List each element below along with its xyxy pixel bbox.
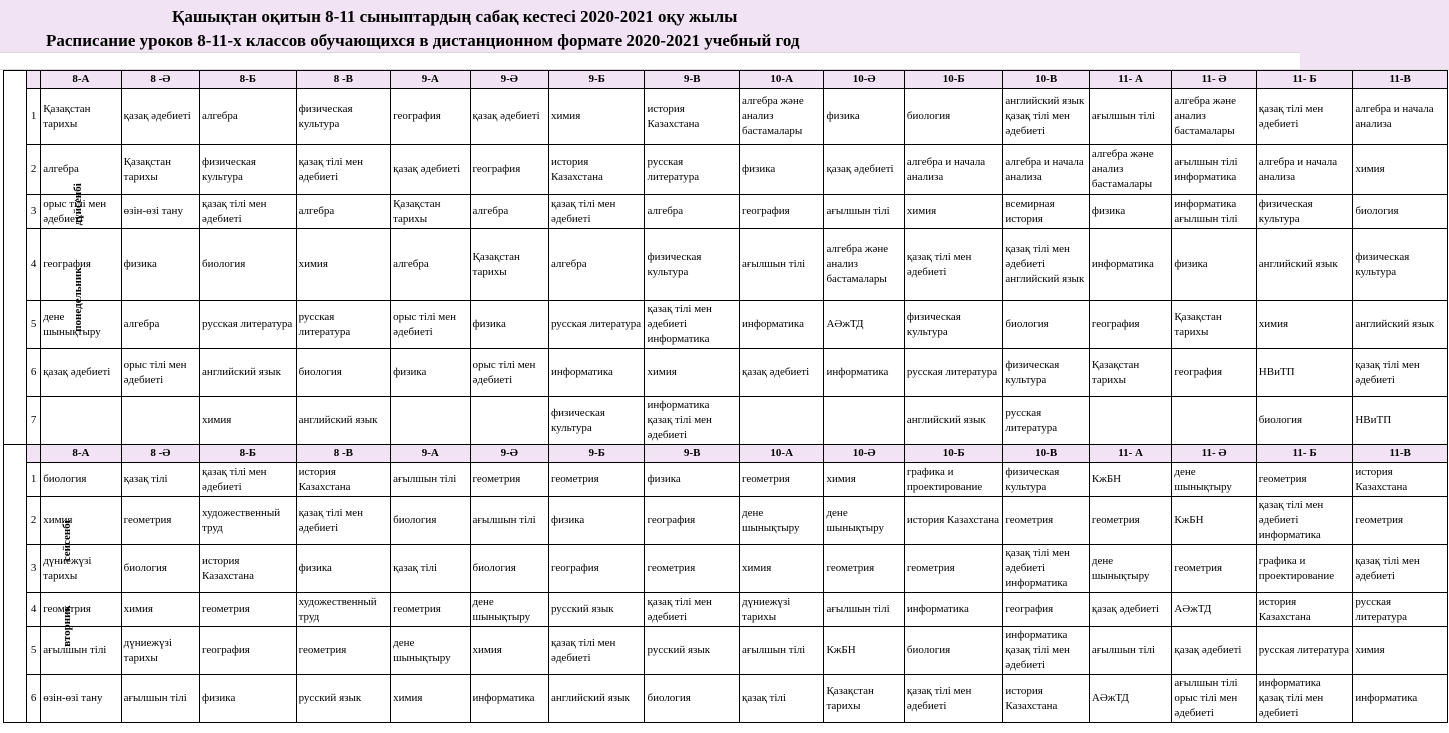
class-header: 8-А bbox=[41, 445, 121, 463]
subject-cell[interactable]: история Казахстана bbox=[548, 145, 645, 195]
lesson-number: 6 bbox=[27, 349, 41, 397]
subject-cell[interactable]: биология bbox=[1256, 397, 1353, 445]
class-header: 8-Б bbox=[200, 71, 297, 89]
subject-cell[interactable]: химия bbox=[1353, 145, 1448, 195]
subject-cell[interactable]: химия bbox=[121, 593, 199, 627]
subject-cell[interactable]: геометрия bbox=[41, 593, 121, 627]
class-header: 11- Ә bbox=[1172, 445, 1256, 463]
subject-cell[interactable]: химия bbox=[296, 229, 391, 301]
day-name-ru: вторник bbox=[60, 605, 73, 647]
subject-cell[interactable]: русская литература bbox=[296, 301, 391, 349]
subject-cell[interactable]: қазақ әдебиеті bbox=[824, 145, 904, 195]
subject-cell[interactable]: қазақ тілі мен әдебиеті bbox=[548, 195, 645, 229]
subject-cell[interactable]: информатика bbox=[740, 301, 824, 349]
class-header: 8 -В bbox=[296, 445, 391, 463]
subject-cell[interactable]: қазақ тілі bbox=[391, 545, 470, 593]
subject-cell[interactable]: ағылшын тілі орыс тілі мен әдебиеті bbox=[1172, 675, 1256, 723]
class-header: 8 -Ә bbox=[121, 445, 199, 463]
subject-cell[interactable]: қазақ әдебиеті bbox=[41, 349, 121, 397]
header-corner bbox=[27, 445, 41, 463]
subject-cell[interactable]: физика bbox=[645, 463, 740, 497]
subject-cell[interactable]: геометрия bbox=[1256, 463, 1353, 497]
subject-cell[interactable]: АӘжТД bbox=[1089, 675, 1171, 723]
subject-cell[interactable]: русский язык bbox=[296, 675, 391, 723]
subject-cell[interactable]: дүниежүзі тарихы bbox=[41, 545, 121, 593]
lesson-row bbox=[4, 497, 1448, 545]
class-header: 9-Б bbox=[548, 71, 645, 89]
subject-cell[interactable]: физика bbox=[1089, 195, 1171, 229]
subject-cell[interactable]: биология bbox=[645, 675, 740, 723]
subject-cell[interactable]: география bbox=[1003, 593, 1089, 627]
subject-cell[interactable]: дүниежүзі тарихы bbox=[121, 627, 199, 675]
subject-cell[interactable]: информатика қазақ тілі мен әдебиеті bbox=[645, 397, 740, 445]
subject-cell[interactable]: қазақ тілі мен әдебиеті bbox=[645, 593, 740, 627]
subject-cell[interactable]: қазақ тілі bbox=[121, 463, 199, 497]
subject-cell[interactable] bbox=[1172, 397, 1256, 445]
lesson-number: 1 bbox=[27, 89, 41, 145]
lesson-number: 3 bbox=[27, 545, 41, 593]
class-header: 10-Ә bbox=[824, 445, 904, 463]
subject-cell[interactable]: ағылшын тілі bbox=[121, 675, 199, 723]
subject-cell[interactable]: геометрия bbox=[904, 545, 1003, 593]
subject-cell[interactable]: өзін-өзі тану bbox=[41, 675, 121, 723]
subject-cell[interactable]: қазақ әдебиеті bbox=[1089, 593, 1171, 627]
title-kazakh: Қашықтан оқитын 8-11 сыныптардың сабақ кестесі 2020-2021 оқу жылы bbox=[172, 7, 738, 26]
subject-cell[interactable]: қазақ тілі мен әдебиеті информатика bbox=[1003, 545, 1089, 593]
lesson-row bbox=[4, 675, 1448, 723]
subject-cell[interactable]: НВиТП bbox=[1256, 349, 1353, 397]
subject-cell[interactable]: қазақ тілі мен әдебиеті bbox=[548, 627, 645, 675]
subject-cell[interactable]: география bbox=[391, 89, 470, 145]
subject-cell[interactable]: АӘжТД bbox=[1172, 593, 1256, 627]
subject-cell[interactable]: русская литература bbox=[200, 301, 297, 349]
class-header: 9-Ә bbox=[470, 71, 548, 89]
subject-cell[interactable]: алгебра bbox=[391, 229, 470, 301]
class-header: 8-Б bbox=[200, 445, 297, 463]
subject-cell[interactable]: художественный труд bbox=[200, 497, 297, 545]
subject-cell[interactable]: өзін-өзі тану bbox=[121, 195, 199, 229]
lesson-row bbox=[4, 593, 1448, 627]
class-header: 11-В bbox=[1353, 71, 1448, 89]
subject-cell[interactable] bbox=[391, 397, 470, 445]
subject-cell[interactable]: русская литература bbox=[904, 349, 1003, 397]
subject-cell[interactable]: алгебра bbox=[645, 195, 740, 229]
lesson-row bbox=[4, 349, 1448, 397]
subject-cell[interactable]: химия bbox=[548, 89, 645, 145]
subject-cell[interactable]: қазақ тілі мен әдебиеті bbox=[296, 145, 391, 195]
subject-cell[interactable]: физическая культура bbox=[1003, 349, 1089, 397]
lesson-number: 3 bbox=[27, 195, 41, 229]
subject-cell[interactable]: геометрия bbox=[1353, 497, 1448, 545]
subject-cell[interactable]: геометрия bbox=[1089, 497, 1171, 545]
subject-cell[interactable]: геометрия bbox=[1172, 545, 1256, 593]
class-header: 9-А bbox=[391, 71, 470, 89]
subject-cell[interactable]: дене шынықтыру bbox=[41, 301, 121, 349]
lesson-row bbox=[4, 229, 1448, 301]
class-header-row bbox=[4, 445, 1448, 463]
subject-cell[interactable]: английский язык bbox=[1256, 229, 1353, 301]
subject-cell[interactable]: география bbox=[740, 195, 824, 229]
class-header: 11- Ә bbox=[1172, 71, 1256, 89]
subject-cell[interactable]: биология bbox=[391, 497, 470, 545]
subject-cell[interactable]: орыс тілі мен әдебиеті bbox=[391, 301, 470, 349]
subject-cell[interactable]: английский язык қазақ тілі мен әдебиеті bbox=[1003, 89, 1089, 145]
subject-cell[interactable]: химия bbox=[904, 195, 1003, 229]
subject-cell[interactable]: алгебра және анализ бастамалары bbox=[740, 89, 824, 145]
class-header: 10-Ә bbox=[824, 71, 904, 89]
subject-cell[interactable]: биология bbox=[296, 349, 391, 397]
subject-cell[interactable]: қазақ тілі мен әдебиеті информатика bbox=[645, 301, 740, 349]
subject-cell[interactable]: информатика ағылшын тілі bbox=[1172, 195, 1256, 229]
class-header: 11- А bbox=[1089, 445, 1171, 463]
subject-cell[interactable]: английский язык bbox=[1353, 301, 1448, 349]
schedule-body bbox=[4, 71, 1448, 723]
class-header: 9-Б bbox=[548, 445, 645, 463]
subject-cell[interactable]: география bbox=[645, 497, 740, 545]
subject-cell[interactable]: география bbox=[548, 545, 645, 593]
day-label bbox=[61, 520, 74, 647]
subject-cell[interactable]: дене шынықтыру bbox=[824, 497, 904, 545]
subject-cell[interactable]: информатика bbox=[470, 675, 548, 723]
subject-cell[interactable]: география bbox=[200, 627, 297, 675]
lesson-row bbox=[4, 627, 1448, 675]
subject-cell[interactable]: геометрия bbox=[296, 627, 391, 675]
lesson-number: 4 bbox=[27, 229, 41, 301]
subject-cell[interactable]: дене шынықтыру bbox=[470, 593, 548, 627]
subject-cell[interactable]: химия bbox=[824, 463, 904, 497]
subject-cell[interactable]: алгебра и начала анализа bbox=[1003, 145, 1089, 195]
subject-cell[interactable]: Қазақстан тарихы bbox=[1172, 301, 1256, 349]
subject-cell[interactable]: английский язык bbox=[200, 349, 297, 397]
subject-cell[interactable]: ағылшын тілі bbox=[740, 627, 824, 675]
header-corner bbox=[27, 71, 41, 89]
subject-cell[interactable] bbox=[824, 397, 904, 445]
subject-cell[interactable]: биология bbox=[470, 545, 548, 593]
day-name-kz: сейсенбі bbox=[60, 520, 73, 562]
subject-cell[interactable]: қазақ әдебиеті bbox=[1172, 627, 1256, 675]
subject-cell[interactable]: қазақ әдебиеті bbox=[470, 89, 548, 145]
class-header: 9-Ә bbox=[470, 445, 548, 463]
lesson-row bbox=[4, 545, 1448, 593]
subject-cell[interactable]: алгебра bbox=[41, 145, 121, 195]
subject-cell[interactable]: химия bbox=[740, 545, 824, 593]
subject-cell[interactable]: орыс тілі мен әдебиеті bbox=[121, 349, 199, 397]
class-header: 11- А bbox=[1089, 71, 1171, 89]
lesson-row bbox=[4, 145, 1448, 195]
subject-cell[interactable]: физическая культура bbox=[1003, 463, 1089, 497]
class-header: 10-Б bbox=[904, 445, 1003, 463]
class-header-row bbox=[4, 71, 1448, 89]
subject-cell[interactable]: география bbox=[1172, 349, 1256, 397]
subject-cell[interactable]: қазақ әдебиеті bbox=[740, 349, 824, 397]
subject-cell[interactable]: қазақ тілі мен әдебиеті bbox=[200, 195, 297, 229]
subject-cell[interactable] bbox=[41, 397, 121, 445]
subject-cell[interactable]: графика и проектирование bbox=[1256, 545, 1353, 593]
subject-cell[interactable]: алгебра и начала анализа bbox=[1353, 89, 1448, 145]
subject-cell[interactable] bbox=[740, 397, 824, 445]
subject-cell[interactable]: алгебра және анализ бастамалары bbox=[1172, 89, 1256, 145]
class-header: 9-В bbox=[645, 71, 740, 89]
subject-cell[interactable]: қазақ тілі bbox=[740, 675, 824, 723]
subject-cell[interactable]: геометрия bbox=[740, 463, 824, 497]
subject-cell[interactable]: КжБН bbox=[1172, 497, 1256, 545]
subject-cell[interactable]: физика bbox=[824, 89, 904, 145]
lesson-number: 2 bbox=[27, 145, 41, 195]
subject-cell[interactable]: информатика қазақ тілі мен әдебиеті bbox=[1256, 675, 1353, 723]
class-header: 9-А bbox=[391, 445, 470, 463]
subject-cell[interactable]: алгебра и начала анализа bbox=[904, 145, 1003, 195]
class-header: 10-В bbox=[1003, 445, 1089, 463]
subject-cell[interactable]: химия bbox=[41, 497, 121, 545]
subject-cell[interactable]: физика bbox=[121, 229, 199, 301]
subject-cell[interactable]: геометрия bbox=[645, 545, 740, 593]
subject-cell[interactable]: ағылшын тілі bbox=[824, 195, 904, 229]
subject-cell[interactable]: физическая культура bbox=[548, 397, 645, 445]
subject-cell[interactable]: алгебра bbox=[296, 195, 391, 229]
class-header: 10-А bbox=[740, 445, 824, 463]
subject-cell[interactable]: физика bbox=[470, 301, 548, 349]
subject-cell[interactable]: геометрия bbox=[824, 545, 904, 593]
class-header: 8 -Ә bbox=[121, 71, 199, 89]
subject-cell[interactable]: физика bbox=[391, 349, 470, 397]
subject-cell[interactable]: история Казахстана bbox=[1353, 463, 1448, 497]
subject-cell[interactable]: информатика bbox=[824, 349, 904, 397]
lesson-number: 5 bbox=[27, 627, 41, 675]
subject-cell[interactable] bbox=[470, 397, 548, 445]
subject-cell[interactable]: Қазақстан тарихы bbox=[1089, 349, 1171, 397]
subject-cell[interactable]: ағылшын тілі bbox=[391, 463, 470, 497]
subject-cell[interactable]: алгебра bbox=[548, 229, 645, 301]
subject-cell[interactable]: алгебра bbox=[470, 195, 548, 229]
class-header: 11- Б bbox=[1256, 445, 1353, 463]
subject-cell[interactable]: биология bbox=[1353, 195, 1448, 229]
subject-cell[interactable]: қазақ тілі мен әдебиеті bbox=[296, 497, 391, 545]
subject-cell[interactable]: геометрия bbox=[391, 593, 470, 627]
subject-cell[interactable]: ағылшын тілі информатика bbox=[1172, 145, 1256, 195]
subject-cell[interactable]: ағылшын тілі bbox=[824, 593, 904, 627]
subject-cell[interactable]: русская литература bbox=[548, 301, 645, 349]
subject-cell[interactable]: ағылшын тілі bbox=[740, 229, 824, 301]
class-header: 9-В bbox=[645, 445, 740, 463]
lesson-number: 7 bbox=[27, 397, 41, 445]
title-band-tail bbox=[1300, 52, 1449, 70]
subject-cell[interactable]: қазақ тілі мен әдебиеті bbox=[904, 229, 1003, 301]
subject-cell[interactable]: ағылшын тілі bbox=[41, 627, 121, 675]
subject-cell[interactable]: биология bbox=[121, 545, 199, 593]
subject-cell[interactable]: биология bbox=[200, 229, 297, 301]
class-header: 11-В bbox=[1353, 445, 1448, 463]
class-header: 10-Б bbox=[904, 71, 1003, 89]
lesson-number: 1 bbox=[27, 463, 41, 497]
subject-cell[interactable]: история Казахстана bbox=[904, 497, 1003, 545]
lesson-row bbox=[4, 301, 1448, 349]
subject-cell[interactable]: дене шынықтыру bbox=[1089, 545, 1171, 593]
subject-cell[interactable]: алгебра и начала анализа bbox=[1256, 145, 1353, 195]
subject-cell[interactable]: Қазақстан тарихы bbox=[391, 195, 470, 229]
lesson-row bbox=[4, 195, 1448, 229]
lesson-number: 5 bbox=[27, 301, 41, 349]
subject-cell[interactable]: всемирная история bbox=[1003, 195, 1089, 229]
class-header: 8 -В bbox=[296, 71, 391, 89]
subject-cell[interactable]: графика и проектирование bbox=[904, 463, 1003, 497]
subject-cell[interactable]: НВиТП bbox=[1353, 397, 1448, 445]
subject-cell[interactable]: английский язык bbox=[296, 397, 391, 445]
subject-cell[interactable]: физическая культура bbox=[296, 89, 391, 145]
subject-cell[interactable]: дене шынықтыру bbox=[391, 627, 470, 675]
subject-cell[interactable]: физика bbox=[296, 545, 391, 593]
subject-cell[interactable]: КжБН bbox=[1089, 463, 1171, 497]
subject-cell[interactable]: геометрия bbox=[470, 463, 548, 497]
subject-cell[interactable]: қазақ тілі мен әдебиеті английский язык bbox=[1003, 229, 1089, 301]
subject-cell[interactable]: химия bbox=[470, 627, 548, 675]
subject-cell[interactable]: дене шынықтыру bbox=[1172, 463, 1256, 497]
subject-cell[interactable]: ағылшын тілі bbox=[1089, 89, 1171, 145]
subject-cell[interactable]: биология bbox=[1003, 301, 1089, 349]
subject-cell[interactable]: русский язык bbox=[548, 593, 645, 627]
class-header: 11- Б bbox=[1256, 71, 1353, 89]
subject-cell[interactable]: история Казахстана bbox=[1003, 675, 1089, 723]
subject-cell[interactable]: химия bbox=[200, 397, 297, 445]
subject-cell[interactable]: физическая культура bbox=[200, 145, 297, 195]
subject-cell[interactable]: геометрия bbox=[121, 497, 199, 545]
subject-cell[interactable]: информатика bbox=[904, 593, 1003, 627]
subject-cell[interactable]: орыс тілі мен әдебиеті bbox=[41, 195, 121, 229]
subject-cell[interactable]: КжБН bbox=[824, 627, 904, 675]
subject-cell[interactable]: қазақ тілі мен әдебиеті информатика bbox=[1256, 497, 1353, 545]
subject-cell[interactable]: русская литература bbox=[1256, 627, 1353, 675]
subject-cell[interactable]: художественный труд bbox=[296, 593, 391, 627]
subject-cell[interactable]: геометрия bbox=[548, 463, 645, 497]
subject-cell[interactable]: алгебра және анализ бастамалары bbox=[824, 229, 904, 301]
subject-cell[interactable]: Қазақстан тарихы bbox=[41, 89, 121, 145]
subject-cell[interactable]: ағылшын тілі bbox=[470, 497, 548, 545]
subject-cell[interactable]: қазақ әдебиеті bbox=[121, 89, 199, 145]
subject-cell[interactable]: физика bbox=[200, 675, 297, 723]
subject-cell[interactable]: английский язык bbox=[548, 675, 645, 723]
subject-cell[interactable]: қазақ тілі мен әдебиеті bbox=[200, 463, 297, 497]
subject-cell[interactable]: география bbox=[41, 229, 121, 301]
title-russian: Расписание уроков 8-11-х классов обучающихся в дистанционном формате 2020-2021 учебный год bbox=[46, 31, 800, 50]
subject-cell[interactable]: геометрия bbox=[200, 593, 297, 627]
lesson-row bbox=[4, 397, 1448, 445]
subject-cell[interactable]: физика bbox=[740, 145, 824, 195]
lesson-number: 4 bbox=[27, 593, 41, 627]
subject-cell[interactable]: химия bbox=[1353, 627, 1448, 675]
subject-cell[interactable]: информатика bbox=[1353, 675, 1448, 723]
class-header: 8-А bbox=[41, 71, 121, 89]
lesson-row bbox=[4, 89, 1448, 145]
lesson-row bbox=[4, 463, 1448, 497]
subject-cell[interactable]: физическая культура bbox=[645, 229, 740, 301]
subject-cell[interactable] bbox=[121, 397, 199, 445]
subject-cell[interactable]: геометрия bbox=[1003, 497, 1089, 545]
sheet-gridline bbox=[0, 52, 1300, 53]
subject-cell[interactable]: химия bbox=[1256, 301, 1353, 349]
subject-cell[interactable]: физическая культура bbox=[904, 301, 1003, 349]
subject-cell[interactable]: физическая культура bbox=[1353, 229, 1448, 301]
subject-cell[interactable]: история Казахстана bbox=[1256, 593, 1353, 627]
subject-cell[interactable]: қазақ тілі мен әдебиеті bbox=[1353, 349, 1448, 397]
subject-cell[interactable]: қазақ тілі мен әдебиеті bbox=[904, 675, 1003, 723]
subject-cell[interactable]: информатика bbox=[1089, 229, 1171, 301]
subject-cell[interactable]: Қазақстан тарихы bbox=[121, 145, 199, 195]
subject-cell[interactable]: дене шынықтыру bbox=[740, 497, 824, 545]
lesson-number: 2 bbox=[27, 497, 41, 545]
class-header: 10-А bbox=[740, 71, 824, 89]
subject-cell[interactable]: биология bbox=[904, 89, 1003, 145]
subject-cell[interactable]: биология bbox=[41, 463, 121, 497]
subject-cell[interactable]: физика bbox=[548, 497, 645, 545]
day-label bbox=[72, 183, 85, 332]
subject-cell[interactable]: русская литература bbox=[1353, 593, 1448, 627]
subject-cell[interactable]: қазақ тілі мен әдебиеті bbox=[1256, 89, 1353, 145]
subject-cell[interactable]: алгебра және анализ бастамалары bbox=[1089, 145, 1171, 195]
subject-cell[interactable]: Қазақстан тарихы bbox=[470, 229, 548, 301]
subject-cell[interactable]: АӘжТД bbox=[824, 301, 904, 349]
subject-cell[interactable]: биология bbox=[904, 627, 1003, 675]
subject-cell[interactable] bbox=[1089, 397, 1171, 445]
subject-cell[interactable]: физическая культура bbox=[1256, 195, 1353, 229]
lesson-number: 6 bbox=[27, 675, 41, 723]
subject-cell[interactable]: география bbox=[1089, 301, 1171, 349]
subject-cell[interactable]: английский язык bbox=[904, 397, 1003, 445]
subject-cell[interactable]: химия bbox=[645, 349, 740, 397]
subject-cell[interactable]: алгебра bbox=[200, 89, 297, 145]
day-name-ru: понедельник bbox=[71, 267, 84, 332]
subject-cell[interactable]: русский язык bbox=[645, 627, 740, 675]
subject-cell[interactable]: история Казахстана bbox=[200, 545, 297, 593]
subject-cell[interactable]: информатика қазақ тілі мен әдебиеті bbox=[1003, 627, 1089, 675]
subject-cell[interactable]: физика bbox=[1172, 229, 1256, 301]
subject-cell[interactable]: русская литература bbox=[645, 145, 740, 195]
class-header: 10-В bbox=[1003, 71, 1089, 89]
subject-cell[interactable]: ағылшын тілі bbox=[1089, 627, 1171, 675]
subject-cell[interactable]: история Казахстана bbox=[296, 463, 391, 497]
subject-cell[interactable]: алгебра bbox=[121, 301, 199, 349]
subject-cell[interactable]: қазақ тілі мен әдебиеті bbox=[1353, 545, 1448, 593]
day-name-kz: дүйсенбі bbox=[71, 183, 84, 226]
subject-cell[interactable]: информатика bbox=[548, 349, 645, 397]
subject-cell[interactable]: қазақ әдебиеті bbox=[391, 145, 470, 195]
subject-cell[interactable]: география bbox=[470, 145, 548, 195]
subject-cell[interactable]: Қазақстан тарихы bbox=[824, 675, 904, 723]
subject-cell[interactable]: история Казахстана bbox=[645, 89, 740, 145]
subject-cell[interactable]: русская литература bbox=[1003, 397, 1089, 445]
subject-cell[interactable]: орыс тілі мен әдебиеті bbox=[470, 349, 548, 397]
schedule-table bbox=[3, 70, 1448, 723]
subject-cell[interactable]: химия bbox=[391, 675, 470, 723]
subject-cell[interactable]: дүниежүзі тарихы bbox=[740, 593, 824, 627]
